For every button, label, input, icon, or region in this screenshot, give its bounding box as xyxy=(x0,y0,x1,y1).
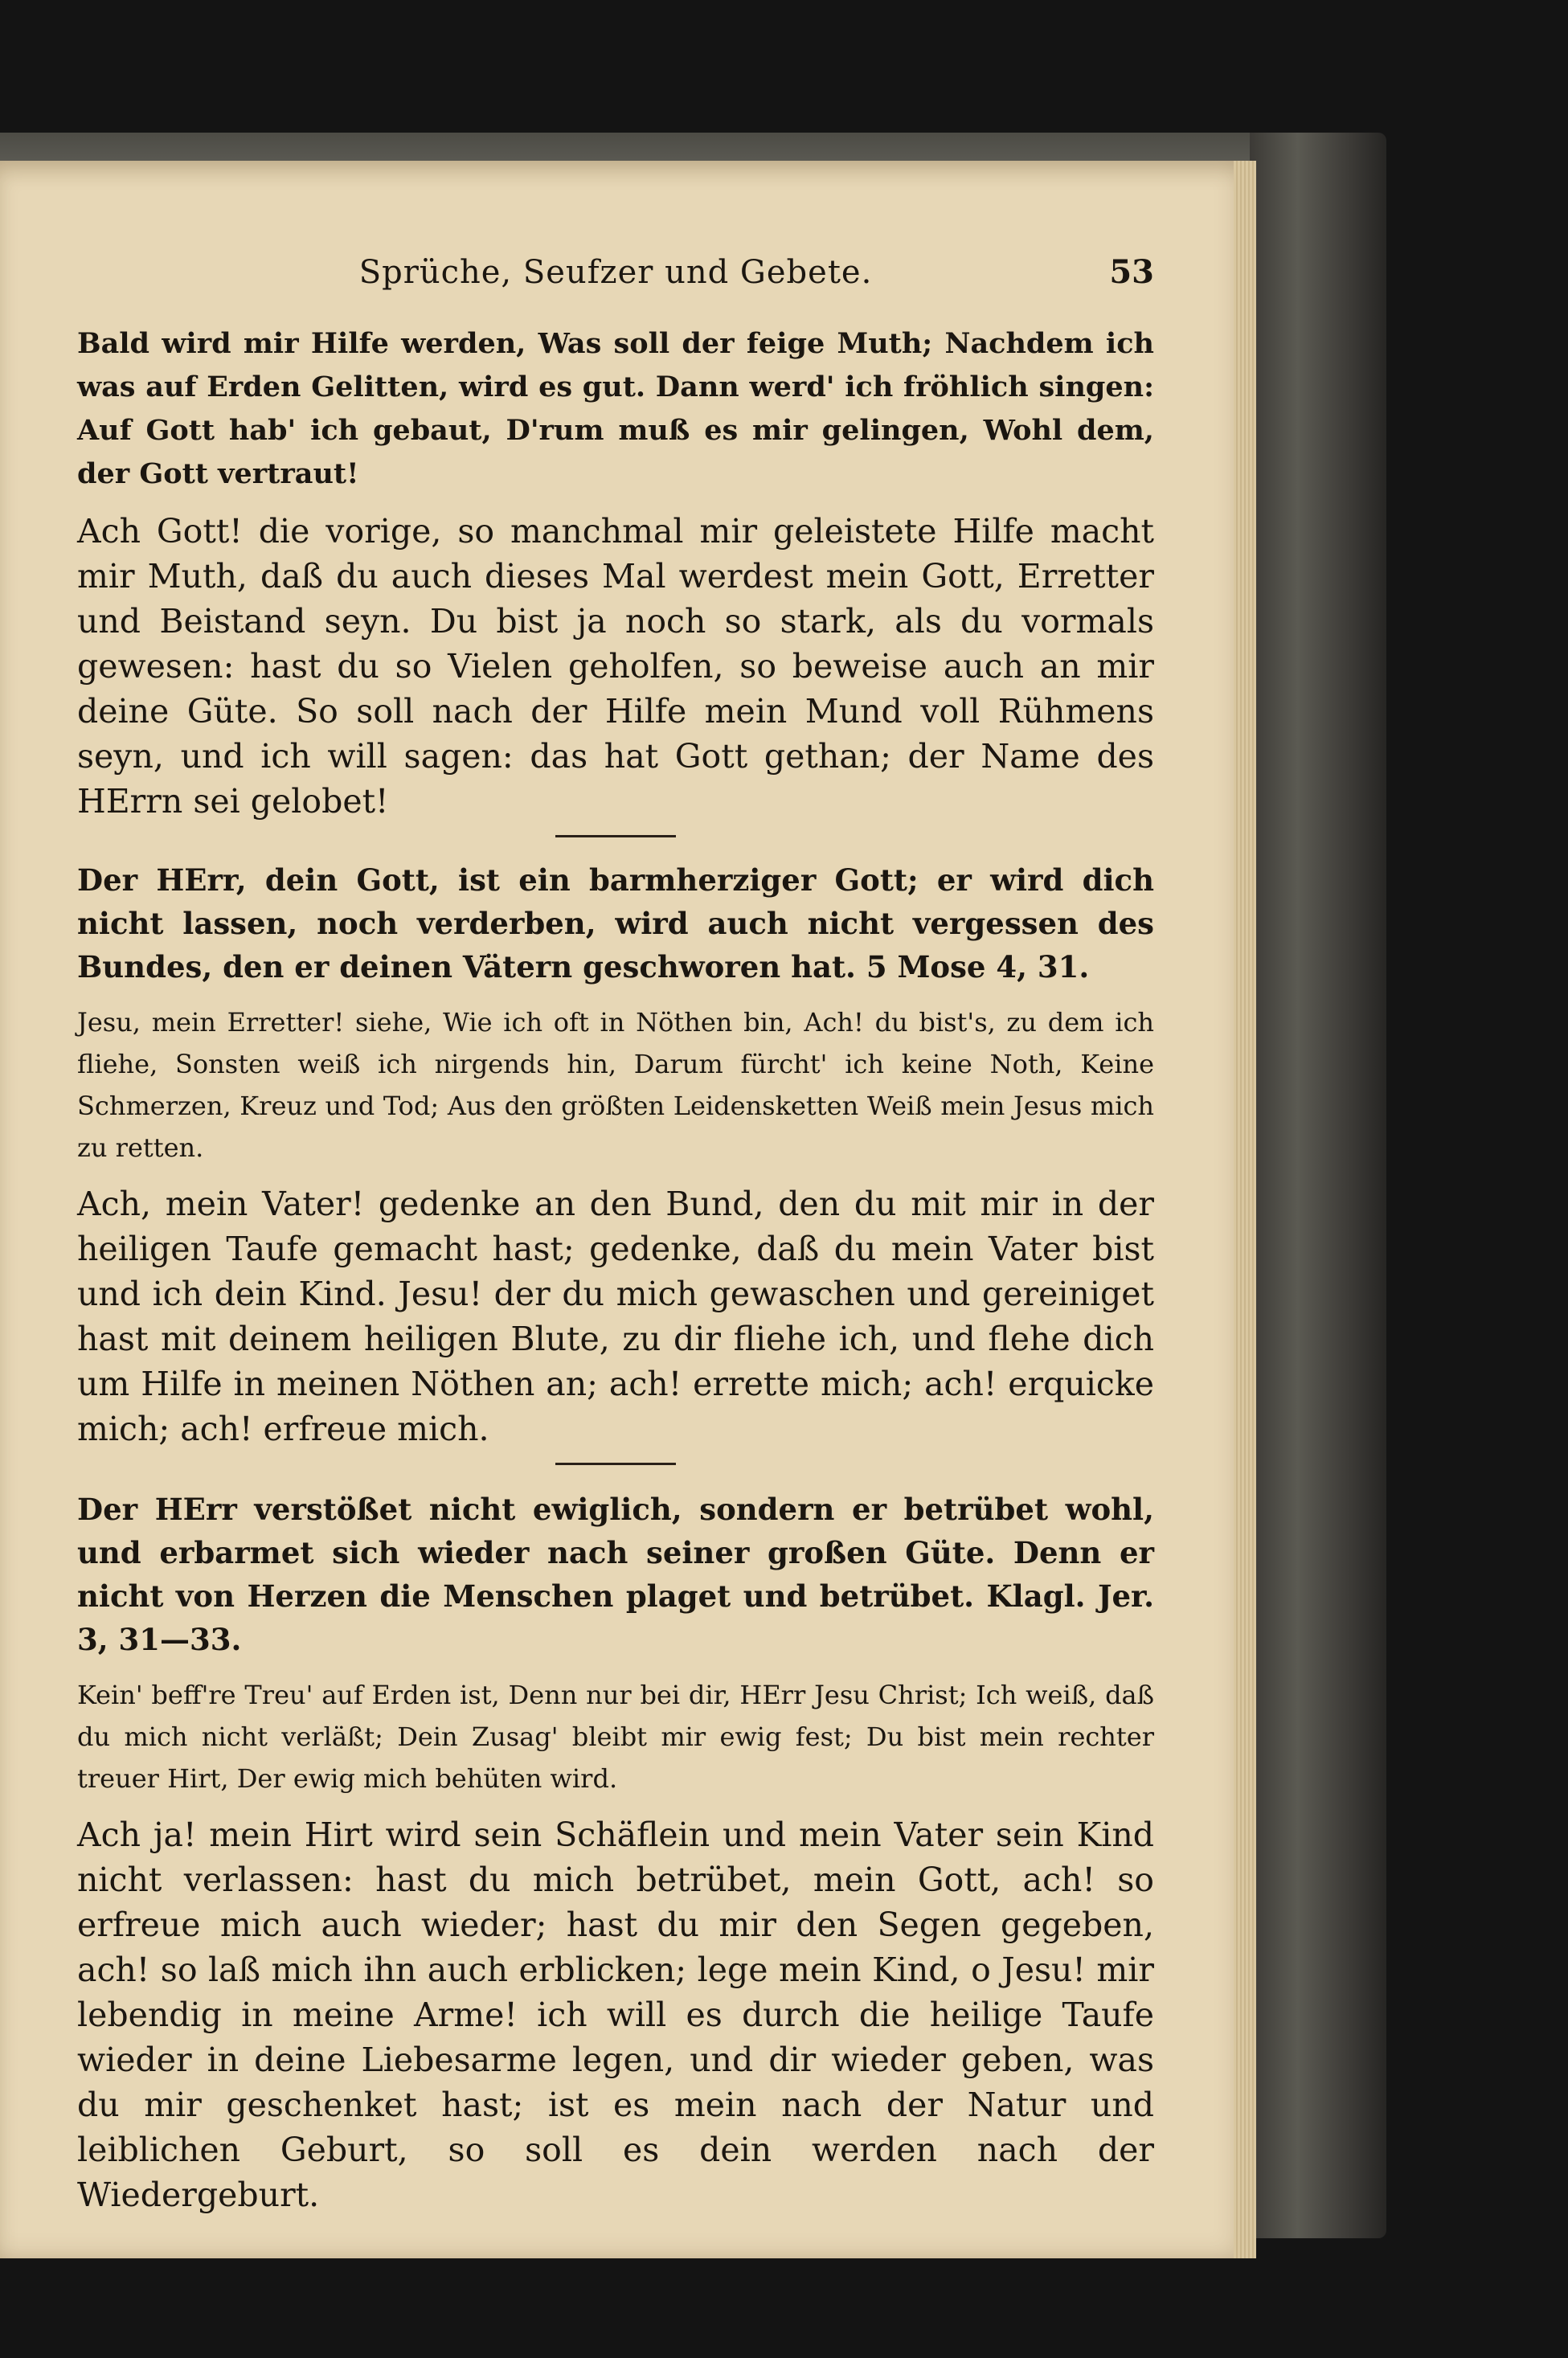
prayer-paragraph-1: Ach Gott! die vorige, so manchmal mir geleistete Hilfe macht mir Muth, daß du auch dieses Mal werdest mein Gott, Erretter und Beistand seyn. Du bist ja noch so stark, als du vormals gewesen: hast du so Vielen geholfen, so beweise auch an mir deine Güte. So soll nach der Hilfe mein Mund voll Rühmens seyn, und ich will sagen: das hat Gott gethan; der Name des HErrn sei gelobet! xyxy=(77,512,1154,821)
scripture-quote-1: Der HErr, dein Gott, ist ein barmherziger Gott; er wird dich nicht lassen, noch verderben, wird auch nicht vergessen des Bundes, den er deinen Vätern geschworen hat. 5 Mose 4, 31. xyxy=(77,862,1154,985)
prayer-paragraph-2: Ach, mein Vater! gedenke an den Bund, den du mit mir in der heiligen Taufe gemacht hast; gedenke, daß du mein Vater bist und ich dein Kind. Jesu! der du mich gewaschen und gereiniget hast mit deinem heiligen Blute, zu dir fliehe ich, und flehe dich um Hilfe in meinen Nöthen an; ach! errette mich; ach! erquicke mich; ach! erfreue mich. xyxy=(77,1185,1154,1448)
running-head xyxy=(77,253,1154,301)
running-head-title: Sprüche, Seufzer und Gebete. xyxy=(358,254,873,291)
hymn-verse-2: Jesu, mein Erretter! siehe, Wie ich oft in Nöthen bin, Ach! du bist's, zu dem ich fliehe, Sonsten weiß ich nirgends hin, Darum fürcht' ich keine Noth, Keine Schmerzen, Kreuz und Tod; Aus den größten Leidensketten Weiß mein Jesus mich zu retten. xyxy=(77,1007,1154,1163)
page-stack-edge xyxy=(1234,161,1256,2258)
section-divider xyxy=(555,1463,676,1465)
prayer-paragraph-3: Ach ja! mein Hirt wird sein Schäflein und mein Vater sein Kind nicht verlassen: hast du mich betrübet, mein Gott, ach! so erfreue mich auch wieder; hast du mir den Segen gegeben, ach! so laß mich ihn auch erblicken; lege mein Kind, o Jesu! mir lebendig in meine Arme! ich will es durch die heilige Taufe wieder in deine Liebesarme legen, und dir wieder geben, was du mir geschenket hast; ist es mein nach der Natur und leiblichen Geburt, so soll es dein werden nach der Wiedergeburt. xyxy=(77,1816,1154,2214)
scripture-quote-2: Der HErr verstößet nicht ewiglich, sondern er betrübet wohl, und erbarmet sich wieder nach seiner großen Güte. Denn er nicht von Herzen die Menschen plaget und betrübet. Klagl. Jer. 3, 31—33. xyxy=(77,1492,1154,1657)
section-divider xyxy=(555,835,676,837)
page-number: 53 xyxy=(1109,253,1154,291)
hymn-verse-3: Kein' beff're Treu' auf Erden ist, Denn nur bei dir, HErr Jesu Christ; Ich weiß, daß du mich nicht verläßt; Dein Zusag' bleibt mir ewig fest; Du bist mein rechter treuer Hirt, Der ewig mich behüten wird. xyxy=(77,1680,1154,1794)
book-binding xyxy=(1250,133,1386,2238)
hymn-verse-1: Bald wird mir Hilfe werden, Was soll der feige Muth; Nachdem ich was auf Erden Gelitten, wird es gut. Dann werd' ich fröhlich singen: Auf Gott hab' ich gebaut, D'rum muß es mir gelingen, Wohl dem, der Gott vertraut! xyxy=(77,327,1154,490)
page-content xyxy=(77,253,1154,2217)
